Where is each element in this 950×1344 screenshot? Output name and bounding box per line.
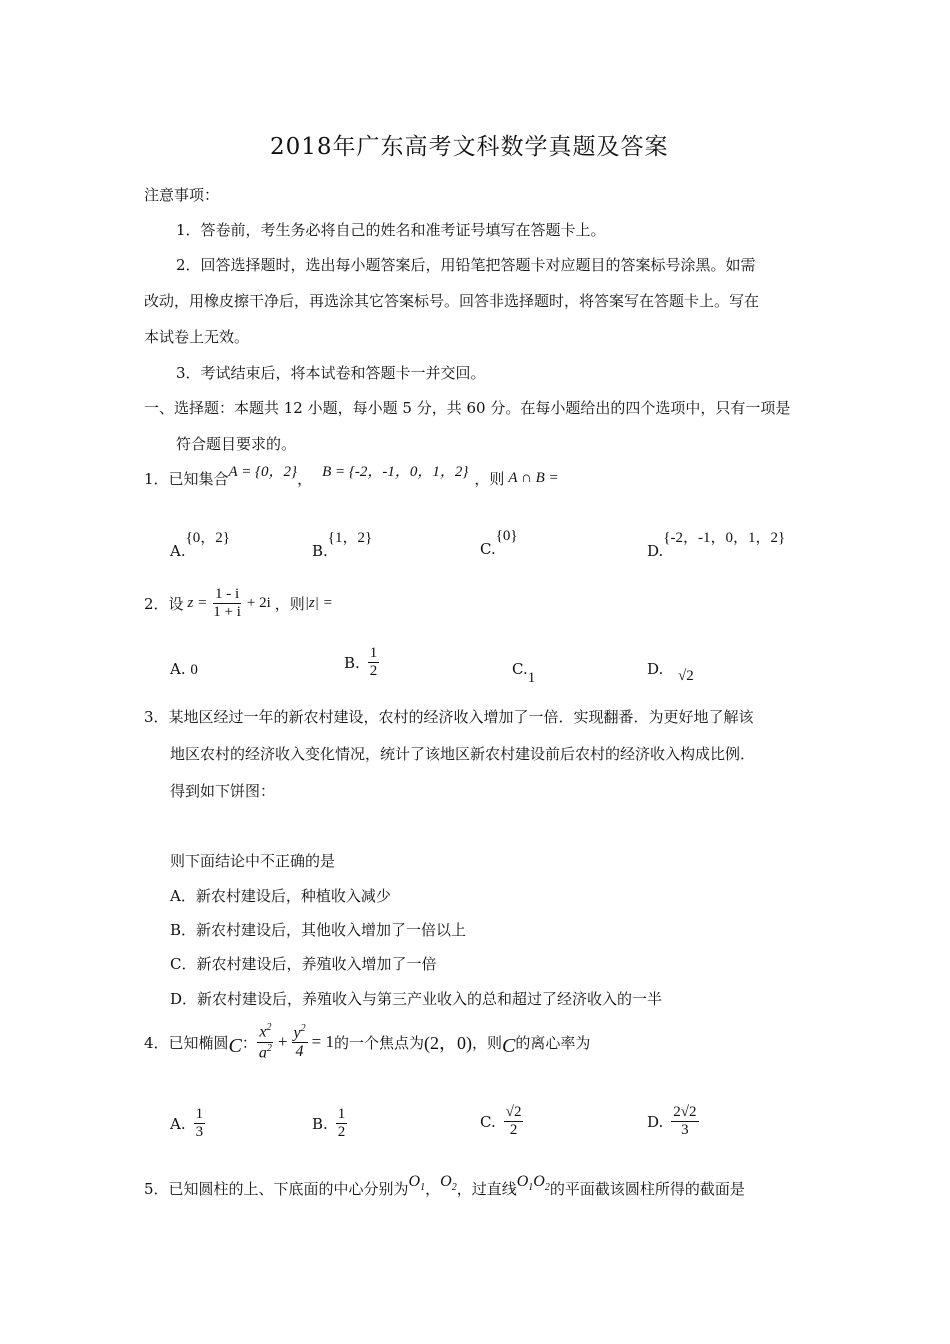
q4-prefix: 4．已知椭圆 — [144, 1033, 229, 1052]
section-heading-line-1: 一、选择题：本题共 12 小题，每小题 5 分，共 60 分。在每小题给出的四个选项中，只有一项是 — [144, 399, 791, 417]
notice-item-2-line-1: 2．回答选择题时，选出每小题答案后，用铅笔把答题卡对应题目的答案标号涂黑。如需 — [176, 256, 756, 274]
q2-suffix: ，则 — [274, 595, 305, 614]
q4-option-c: C. $\frac{√2}{2}$ — [480, 1104, 522, 1139]
q1-option-c: C.{0} — [480, 528, 518, 558]
q2-fraction-denominator: 1 + i — [213, 604, 241, 621]
notice-item-3: 3．考试结束后，将本试卷和答题卡一并交回。 — [176, 364, 486, 382]
q4-option-d: D. $\frac{2√2}{3}$ — [647, 1104, 697, 1139]
notice-item-2-line-3: 本试卷上无效。 — [144, 328, 250, 346]
q2-option-d: D. √2 — [647, 660, 694, 684]
question-2 — [144, 586, 333, 622]
q3-option-a: A．新农村建设后，种植收入减少 — [170, 887, 391, 905]
q4-mid-2: ，则 — [471, 1033, 502, 1052]
q4-fraction-y: $\frac{y^2}{4}$ — [293, 1022, 306, 1061]
question-5 — [144, 1173, 745, 1201]
q2-option-b: B. $\frac{1}{2}$ — [344, 645, 378, 680]
q4-equals-one: = 1 — [311, 1032, 334, 1052]
q2-z-eq: z = — [187, 595, 208, 612]
q1-set-b: B = {-2，-1，0，1，2} — [322, 464, 469, 480]
q2-prefix: 2．设 — [144, 595, 184, 614]
q5-suffix: 的平面截该圆柱所得的截面是 — [549, 1180, 745, 1198]
q5-comma: ， — [425, 1180, 441, 1198]
notice-item-2-line-2: 改动，用橡皮擦干净后，再选涂其它答案标号。回答非选择题时，将答案写在答题卡上。写在 — [144, 292, 760, 310]
q3-line-2: 地区农村的经济收入变化情况，统计了该地区新农村建设前后农村的经济收入构成比例． — [170, 745, 756, 763]
q4-point: (2，0) — [423, 1033, 472, 1054]
q5-line-o1o2: $O_1O_2$ — [516, 1173, 550, 1194]
q2-option-c: C.1 — [512, 660, 536, 686]
q1-expression: A ∩ B = — [508, 470, 559, 486]
q3-option-d: D．新农村建设后，养殖收入与第三产业收入的总和超过了经济收入的一半 — [170, 990, 663, 1008]
q5-o1: $O_1$ — [408, 1173, 426, 1194]
q1-option-a: A.{0，2} — [170, 530, 231, 560]
q1-set-a: A = {0，2} — [228, 464, 298, 480]
q3-line-3: 得到如下饼图： — [170, 782, 276, 800]
page-title: 2018年广东高考文科数学真题及答案 — [270, 134, 669, 160]
q4-option-b: B. $\frac{1}{2}$ — [312, 1106, 346, 1141]
q4-fraction-x: $\frac{x^2}{a^2}$ — [258, 1022, 272, 1062]
question-4 — [144, 1022, 590, 1062]
q4-suffix: 的离心率为 — [515, 1033, 591, 1052]
q2-plus-term: + 2i — [246, 595, 271, 612]
q4-mid: 的一个焦点为 — [333, 1033, 424, 1052]
q3-option-c: C．新农村建设后，养殖收入增加了一倍 — [170, 955, 437, 973]
q3-option-b: B．新农村建设后，其他收入增加了一倍以上 — [170, 921, 467, 939]
q4-ellipse-c-2: C — [501, 1034, 516, 1057]
q1-comma: ， — [297, 470, 313, 488]
q2-option-a: A. 0 — [170, 660, 198, 678]
q4-colon: ： — [241, 1033, 257, 1052]
q4-option-a: A. $\frac{1}{3}$ — [170, 1106, 204, 1141]
notice-item-1: 1．答卷前，考生务必将自己的姓名和准考证号填写在答题卡上。 — [176, 221, 606, 239]
q1-prefix: 1．已知集合 — [144, 470, 229, 488]
q2-fraction — [211, 586, 243, 622]
q1-option-d: D.{-2，-1，0，1，2} — [647, 530, 786, 560]
q5-prefix: 5．已知圆柱的上、下底面的中心分别为 — [144, 1180, 409, 1198]
q4-plus: + — [277, 1032, 288, 1052]
q3-question: 则下面结论中不正确的是 — [170, 852, 336, 870]
section-heading-line-2: 符合题目要求的。 — [176, 435, 297, 453]
q4-ellipse-c: C — [228, 1034, 242, 1057]
q5-mid: ，过直线 — [456, 1180, 517, 1198]
question-1 — [144, 464, 559, 489]
q3-line-1: 3．某地区经过一年的新农村建设，农村的经济收入增加了一倍．实现翻番．为更好地了解该 — [144, 708, 754, 726]
q1-suffix: ，则 — [474, 470, 505, 488]
q2-abs: |z| = — [304, 595, 333, 612]
q2-fraction-numerator: 1 - i — [213, 586, 241, 604]
notice-heading: 注意事项： — [144, 186, 220, 204]
q1-option-b: B.{1，2} — [312, 530, 373, 560]
q5-o2: $O_2$ — [440, 1173, 457, 1194]
